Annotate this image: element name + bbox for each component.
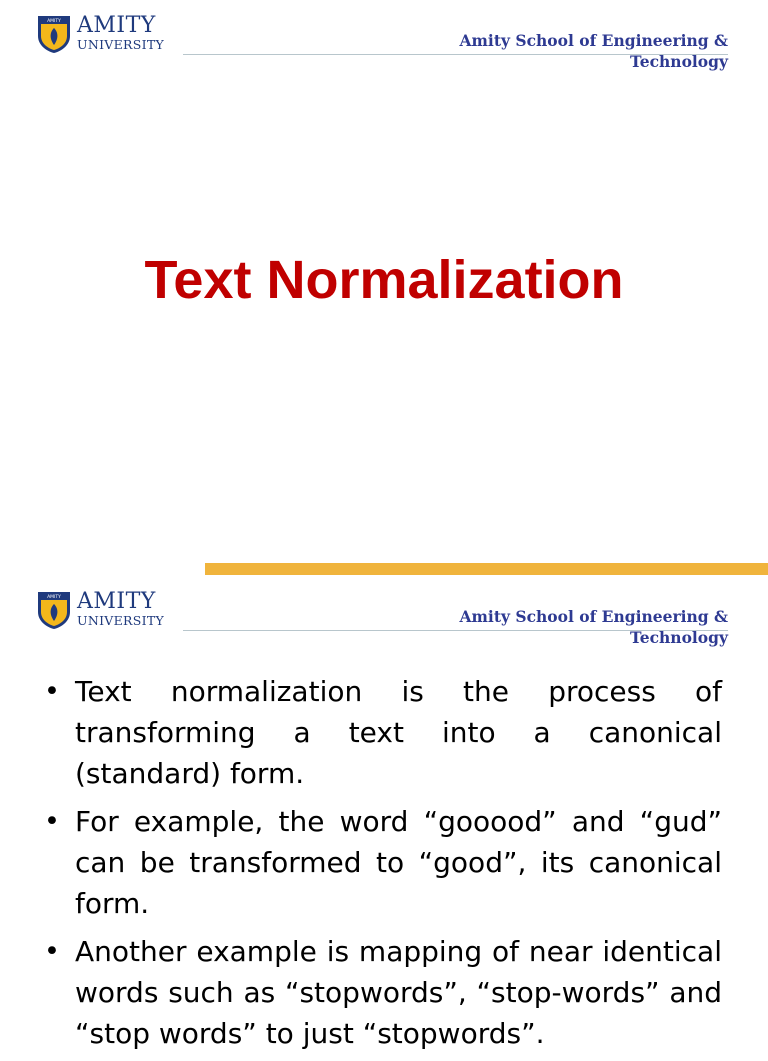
shield-badge-text: AMITY (47, 595, 61, 600)
logo-subtitle: UNIVERSITY (77, 37, 165, 52)
school-name: Amity School of Engineering & Technology (459, 31, 728, 71)
bullet-dot-icon: • (44, 676, 60, 707)
amity-shield-icon (37, 14, 71, 54)
bullet-dot-icon: • (44, 806, 60, 837)
bullet-text: For example, the word “gooood” and “gud” can be transformed to “good”, its canonical form. (75, 805, 722, 920)
amity-logo (37, 14, 172, 58)
accent-bar (205, 563, 768, 575)
bullet-dot-icon: • (44, 936, 60, 967)
logo-name: AMITY (77, 13, 156, 38)
logo-name: AMITY (77, 589, 156, 614)
bullet-text: Another example is mapping of near identical words such as “stopwords”, “stop-words” and “stop words” to just “stopwords”. (75, 935, 722, 1050)
list-item (44, 801, 722, 924)
content-slide (0, 576, 768, 1050)
list-item (44, 671, 722, 794)
bullet-list (44, 671, 722, 1061)
amity-logo (37, 590, 172, 634)
logo-subtitle: UNIVERSITY (77, 613, 165, 628)
slide-title: Text Normalization (144, 250, 624, 310)
amity-shield-icon (37, 590, 71, 630)
school-name: Amity School of Engineering & Technology (459, 607, 728, 647)
bullet-text: Text normalization is the process of transforming a text into a canonical (standard) form. (75, 675, 722, 790)
shield-badge-text: AMITY (47, 19, 61, 24)
list-item (44, 931, 722, 1054)
